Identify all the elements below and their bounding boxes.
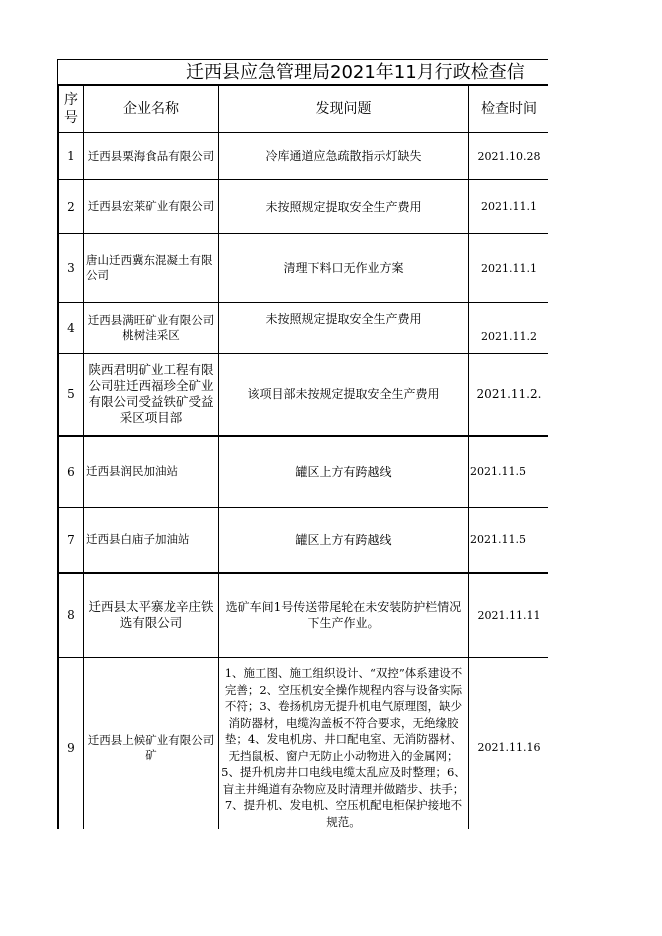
row-issue-text: 未按照规定提取安全生产费用 <box>265 312 422 326</box>
row-index: 1 <box>59 133 84 180</box>
row-issue: 未按照规定提取安全生产费用 <box>219 180 469 234</box>
header-issue: 发现问题 <box>219 86 469 133</box>
row-company: 唐山迁西冀东混凝土有限公司 <box>84 234 219 303</box>
row-issue: 罐区上方有跨越线 <box>219 436 469 508</box>
header-company: 企业名称 <box>84 86 219 133</box>
row-issue: 冷库通道应急疏散指示灯缺失 <box>219 133 469 180</box>
table-row <box>59 658 549 830</box>
row-index: 3 <box>59 234 84 303</box>
row-company: 迁西县白庙子加油站 <box>84 508 219 573</box>
row-date: 2021.11.2. <box>469 354 549 436</box>
row-issue: 选矿车间1号传送带尾轮在未安装防护栏情况下生产作业。 <box>219 573 469 658</box>
row-date-text: 2021.11.2 <box>481 329 537 343</box>
sheet-title: 迁西县应急管理局2021年11月行政检查信 <box>186 62 525 83</box>
row-company: 陕西君明矿业工程有限公司驻迁西福珍全矿业有限公司受益铁矿受益采区项目部 <box>84 354 219 436</box>
table-row <box>59 234 549 303</box>
row-date: 2021.11.1 <box>469 180 549 234</box>
row-index: 8 <box>59 573 84 658</box>
table-row <box>59 354 549 436</box>
row-issue: 罐区上方有跨越线 <box>219 508 469 573</box>
row-issue: 该项目部未按规定提取安全生产费用 <box>219 354 469 436</box>
header-index: 序号 <box>59 86 84 133</box>
row-date: 2021.11.16 <box>469 658 549 830</box>
row-index: 7 <box>59 508 84 573</box>
title-row <box>58 60 548 85</box>
row-index: 6 <box>59 436 84 508</box>
row-date: 2021.11.1 <box>469 234 549 303</box>
table-row <box>59 303 549 354</box>
row-issue <box>219 303 469 354</box>
row-date <box>469 303 549 354</box>
row-company: 迁西县上候矿业有限公司矿 <box>84 658 219 830</box>
row-company: 迁西县太平寨龙辛庄铁选有限公司 <box>84 573 219 658</box>
inspection-table <box>58 85 548 829</box>
row-issue: 清理下料口无作业方案 <box>219 234 469 303</box>
row-company: 迁西县润民加油站 <box>84 436 219 508</box>
row-company: 迁西县栗海食品有限公司 <box>84 133 219 180</box>
table-row <box>59 436 549 508</box>
inspection-sheet <box>57 59 548 829</box>
row-index: 5 <box>59 354 84 436</box>
row-company: 迁西县宏莱矿业有限公司 <box>84 180 219 234</box>
row-index: 4 <box>59 303 84 354</box>
table-row <box>59 180 549 234</box>
table-row <box>59 508 549 573</box>
row-company: 迁西县满旺矿业有限公司桃树洼采区 <box>84 303 219 354</box>
table-header-row <box>59 86 549 133</box>
row-date: 2021.11.5 <box>469 508 549 573</box>
row-index: 9 <box>59 658 84 830</box>
row-issue: 1、施工图、施工组织设计、“双控”体系建设不完善；2、空压机安全操作规程内容与设备实际不符；3、卷扬机房无提升机电气原理图，缺少消防器材，电缆沟盖板不符合要求，无绝缘胶垫；4、发电机房、井口配电室、无消防器材、无挡鼠板、窗户无防止小动物进入的金属网；5、提升机房井口电线电缆太乱应及时整理；6、盲主井绳道有杂物应及时清理并做踏步、扶手；7、提升机、发电机、空压机配电柜保护接地不规范。 <box>219 658 469 830</box>
row-date: 2021.10.28 <box>469 133 549 180</box>
row-index: 2 <box>59 180 84 234</box>
table-row <box>59 133 549 180</box>
table-row <box>59 573 549 658</box>
row-date: 2021.11.11 <box>469 573 549 658</box>
row-date: 2021.11.5 <box>469 436 549 508</box>
header-date: 检查时间 <box>469 86 549 133</box>
